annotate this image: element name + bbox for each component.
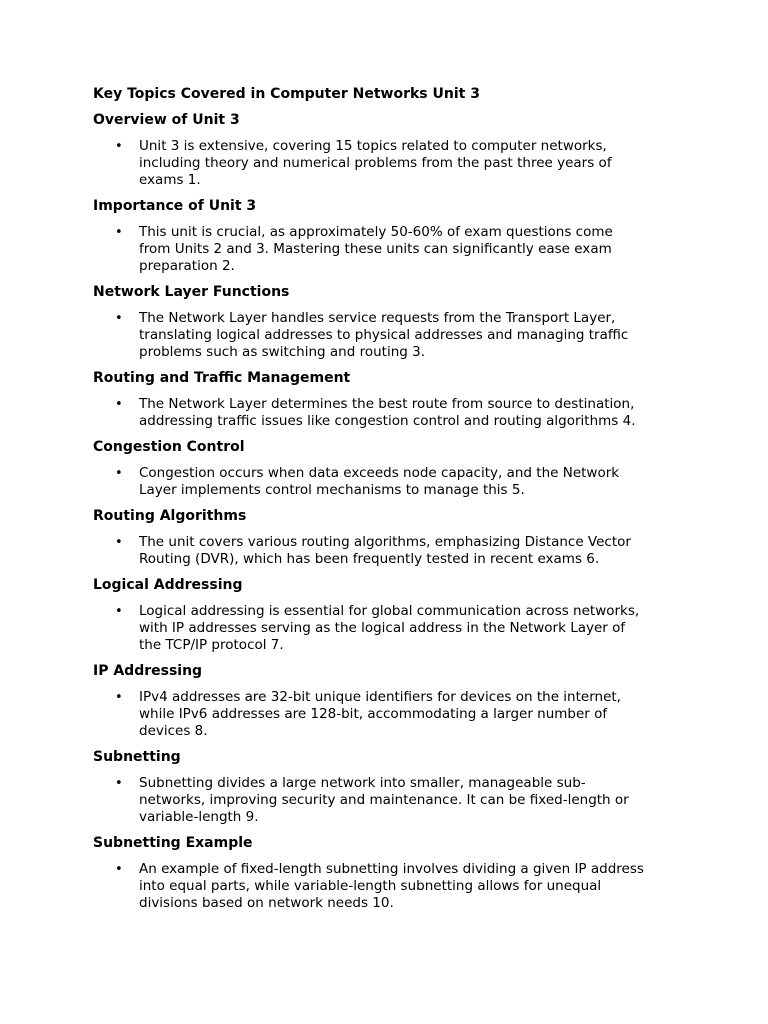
section-routing-traffic	[93, 370, 683, 430]
section-heading: Routing Algorithms	[93, 508, 247, 524]
section-subnetting-example	[93, 835, 683, 912]
section-congestion-control	[93, 439, 683, 499]
bullet-text: The unit covers various routing algorithms, emphasizing Distance Vector Routing (DVR), which has been frequently tested in recent exams 6.	[139, 534, 631, 567]
bullet-icon: •	[115, 776, 123, 791]
section-heading: Logical Addressing	[93, 577, 243, 593]
list-item	[93, 775, 683, 826]
section-heading: Overview of Unit 3	[93, 112, 240, 128]
section-heading: Congestion Control	[93, 439, 245, 455]
list-item	[93, 310, 683, 361]
bullet-list	[93, 861, 683, 912]
list-item	[93, 689, 683, 740]
section-importance	[93, 198, 683, 275]
bullet-list	[93, 396, 683, 430]
section-overview	[93, 112, 683, 189]
section-network-layer-functions	[93, 284, 683, 361]
bullet-text: Subnetting divides a large network into smaller, manageable sub- networks, improving security and maintenance. It can be fixed-length or variable-length 9.	[139, 775, 629, 825]
bullet-text: The Network Layer determines the best route from source to destination, addressing traffic issues like congestion control and routing algorithms 4.	[139, 396, 636, 429]
document-page	[93, 86, 683, 921]
bullet-list	[93, 138, 683, 189]
bullet-icon: •	[115, 535, 123, 550]
bullet-list	[93, 310, 683, 361]
bullet-list	[93, 534, 683, 568]
section-subnetting	[93, 749, 683, 826]
bullet-list	[93, 465, 683, 499]
bullet-list	[93, 224, 683, 275]
bullet-list	[93, 603, 683, 654]
bullet-text: An example of fixed-length subnetting involves dividing a given IP address into equal parts, while variable-length subnetting allows for unequal divisions based on network needs 10.	[139, 861, 644, 911]
bullet-list	[93, 689, 683, 740]
list-item	[93, 396, 683, 430]
bullet-icon: •	[115, 139, 123, 154]
section-heading: Routing and Traffic Management	[93, 370, 351, 386]
section-heading: Subnetting	[93, 749, 181, 765]
bullet-icon: •	[115, 604, 123, 619]
bullet-text: IPv4 addresses are 32-bit unique identifiers for devices on the internet, while IPv6 addresses are 128-bit, accommodating a larger number of devices 8.	[139, 689, 621, 739]
section-heading: Importance of Unit 3	[93, 198, 257, 214]
list-item	[93, 465, 683, 499]
document-title: Key Topics Covered in Computer Networks Unit 3	[93, 86, 480, 102]
bullet-icon: •	[115, 397, 123, 412]
bullet-text: Logical addressing is essential for global communication across networks, with IP addresses serving as the logical address in the Network Layer of the TCP/IP protocol 7.	[139, 603, 640, 653]
bullet-icon: •	[115, 311, 123, 326]
section-ip-addressing	[93, 663, 683, 740]
bullet-icon: •	[115, 225, 123, 240]
section-heading: Subnetting Example	[93, 835, 253, 851]
list-item	[93, 603, 683, 654]
section-heading: Network Layer Functions	[93, 284, 290, 300]
bullet-text: Unit 3 is extensive, covering 15 topics related to computer networks, including theory and numerical problems from the past three years of exams 1.	[139, 138, 612, 188]
list-item	[93, 138, 683, 189]
bullet-icon: •	[115, 862, 123, 877]
list-item	[93, 224, 683, 275]
bullet-text: Congestion occurs when data exceeds node capacity, and the Network Layer implements control mechanisms to manage this 5.	[139, 465, 620, 498]
bullet-list	[93, 775, 683, 826]
section-heading: IP Addressing	[93, 663, 203, 679]
section-logical-addressing	[93, 577, 683, 654]
bullet-text: This unit is crucial, as approximately 50-60% of exam questions come from Units 2 and 3. Mastering these units can significantly ease exam preparation 2.	[139, 224, 613, 274]
bullet-icon: •	[115, 690, 123, 705]
bullet-text: The Network Layer handles service requests from the Transport Layer, translating logical addresses to physical addresses and managing traffic problems such as switching and routing 3.	[139, 310, 629, 360]
bullet-icon: •	[115, 466, 123, 481]
list-item	[93, 861, 683, 912]
section-routing-algorithms	[93, 508, 683, 568]
list-item	[93, 534, 683, 568]
